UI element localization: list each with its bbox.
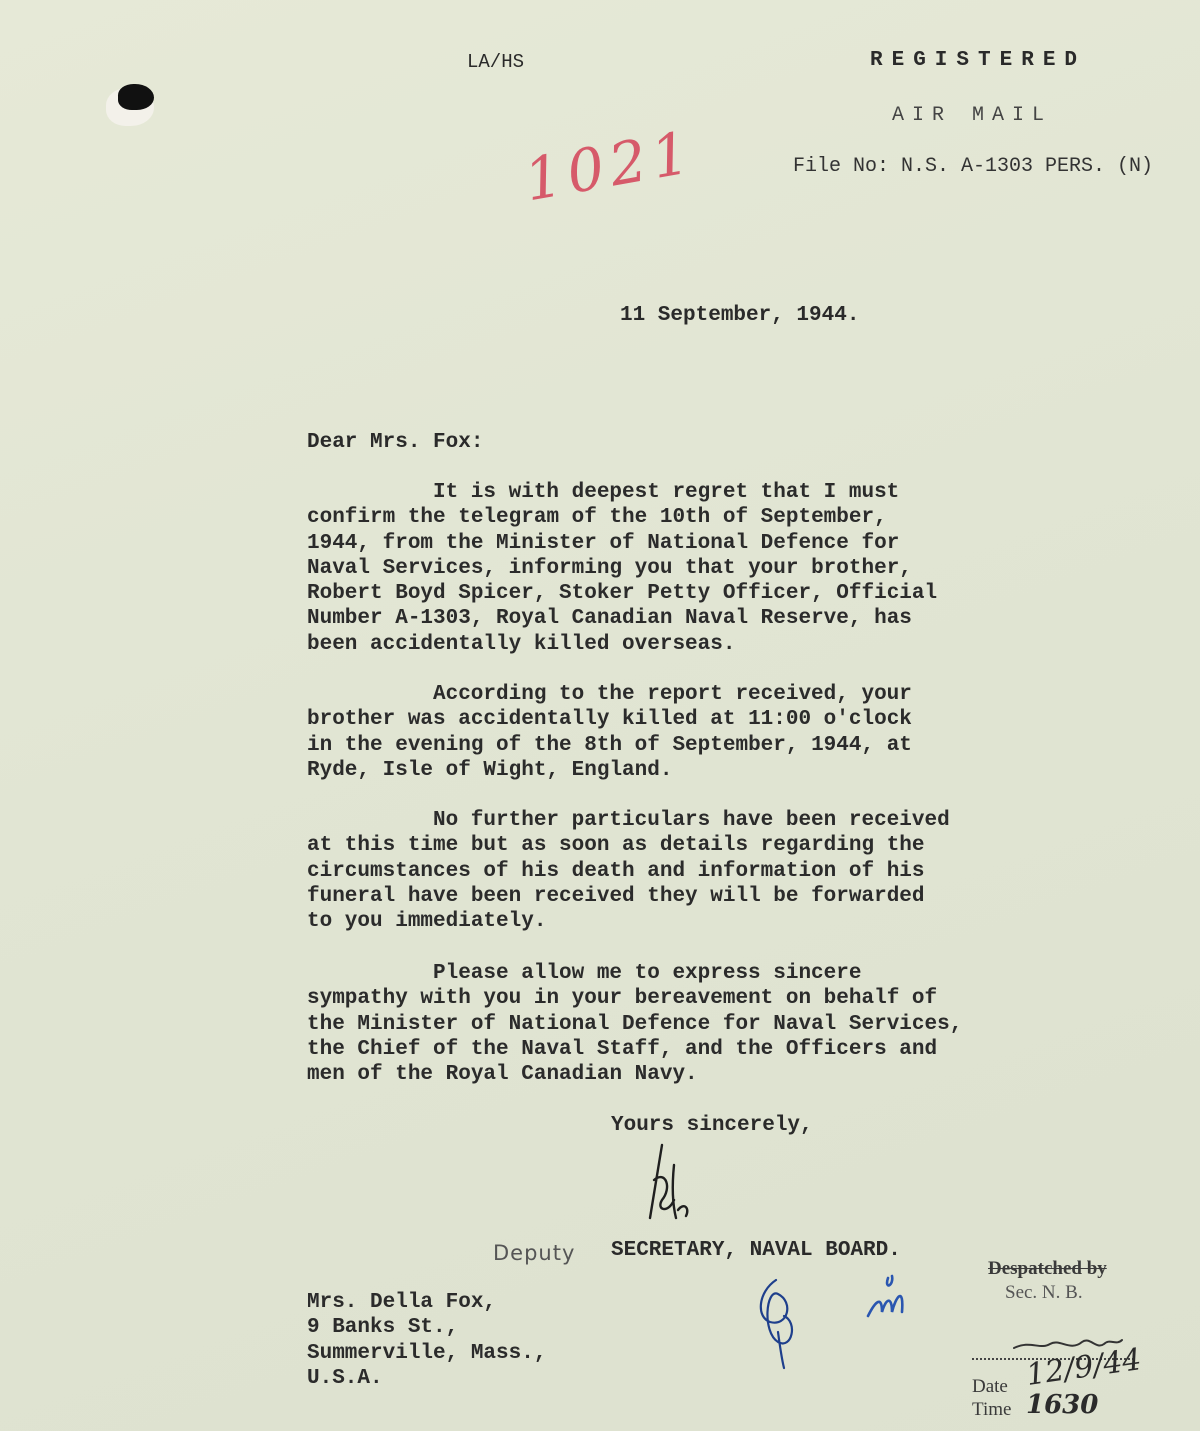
paragraph-line: It is with deepest regret that I must [433, 481, 900, 504]
air-mail-label: AIR MAIL [892, 104, 1053, 127]
despatch-date-value: 12/9/44 [1024, 1342, 1144, 1393]
recipient-address [307, 1290, 546, 1391]
paragraph-line: funeral have been received they will be forwarded [307, 884, 925, 908]
paragraph-line: the Chief of the Naval Staff, and the Officers and [307, 1037, 938, 1061]
paragraph-line: at this time but as soon as details regarding the [307, 834, 925, 858]
blue-initials-2 [862, 1272, 912, 1322]
paragraph-line: to you immediately. [307, 910, 547, 934]
paragraph-line: circumstances of his death and information of his [307, 859, 925, 883]
paragraph-line: sympathy with you in your bereavement on behalf of [307, 987, 938, 1011]
paragraph-line: No further particulars have been received [433, 809, 950, 832]
paragraph-line: brother was accidentally killed at 11:00 o'clock [307, 708, 912, 732]
paragraph-line: Please allow me to express sincere [433, 962, 862, 985]
despatch-time-label: Time [972, 1399, 1012, 1420]
salutation: Dear Mrs. Fox: [307, 431, 484, 454]
despatch-date-label: Date [972, 1376, 1008, 1397]
letter-date: 11 September, 1944. [620, 304, 860, 327]
registered-label: REGISTERED [870, 49, 1087, 72]
deputy-stamp: Deputy [493, 1241, 576, 1265]
address-line: Summerville, Mass., [307, 1341, 547, 1365]
file-number: File No: N.S. A-1303 PERS. (N) [793, 155, 1154, 178]
paragraph-line: Robert Boyd Spicer, Stoker Petty Officer, Official [307, 582, 938, 606]
paragraph-line: According to the report received, your [433, 683, 912, 706]
despatch-section: Sec. N. B. [1005, 1282, 1083, 1303]
body-paragraph-1 [307, 480, 937, 657]
blue-initials-1 [748, 1272, 808, 1372]
reference-initials: LA/HS [467, 51, 525, 73]
address-line: Mrs. Della Fox, [307, 1291, 497, 1314]
paragraph-line: Number A-1303, Royal Canadian Naval Reserve, has [307, 607, 912, 631]
paragraph-line: Ryde, Isle of Wight, England. [307, 758, 673, 782]
address-line: 9 Banks St., [307, 1316, 459, 1340]
body-paragraph-3 [307, 808, 950, 934]
body-paragraph-2 [307, 682, 912, 783]
punch-hole [118, 84, 154, 110]
paragraph-line: the Minister of National Defence for Naval Services, [307, 1012, 963, 1036]
paragraph-line: been accidentally killed overseas. [307, 632, 736, 656]
despatched-by-label: Despatched by [988, 1258, 1107, 1279]
paragraph-line: confirm the telegram of the 10th of September, [307, 506, 887, 530]
signature-scribble [632, 1140, 702, 1225]
paragraph-line: in the evening of the 8th of September, 1944, at [307, 733, 912, 757]
handwritten-file-number: 1021 [519, 117, 701, 215]
closing: Yours sincerely, [611, 1114, 813, 1137]
paragraph-line: 1944, from the Minister of National Defence for [307, 531, 900, 555]
paragraph-line: men of the Royal Canadian Navy. [307, 1063, 698, 1087]
signature-title: SECRETARY, NAVAL BOARD. [611, 1239, 901, 1262]
address-line: U.S.A. [307, 1366, 383, 1390]
despatch-time-value: 1630 [1026, 1390, 1099, 1420]
paragraph-line: Naval Services, informing you that your brother, [307, 556, 912, 580]
body-paragraph-4 [307, 961, 962, 1087]
